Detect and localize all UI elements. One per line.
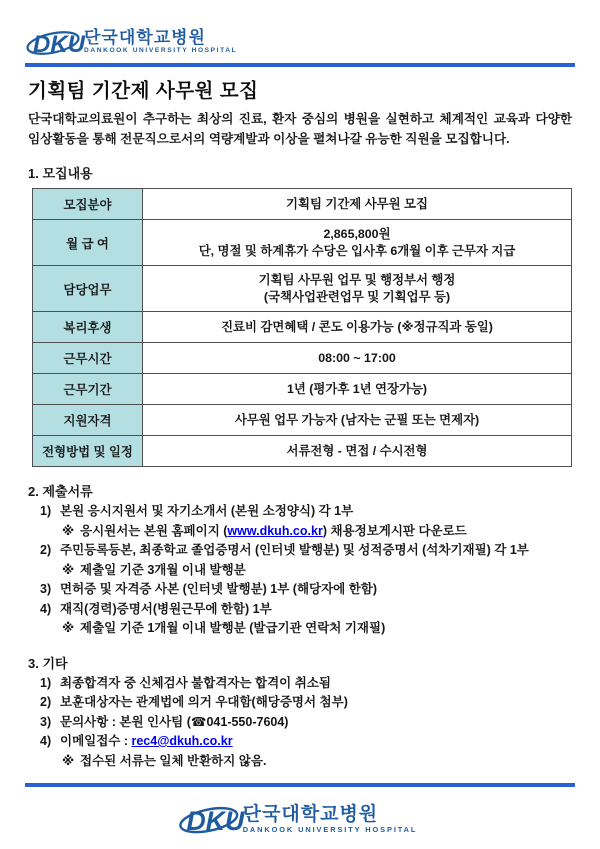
list-item-note (62, 561, 572, 581)
hospital-logo (30, 24, 575, 60)
row-value-line: 진료비 감면혜택 / 콘도 이용가능 (※정규직과 동일) (221, 319, 493, 334)
item-text: 문의사항 : 본원 인사팀 (☎041-550-7604) (60, 714, 289, 729)
item-text: 접수된 서류는 일체 반환하지 않음. (80, 753, 267, 768)
row-value-line: 2,865,800원 (323, 227, 391, 241)
row-value-line: 08:00 ~ 17:00 (318, 350, 396, 365)
table-row (33, 343, 572, 374)
dku-logo-abbr: DKU (186, 806, 245, 837)
table-row (33, 405, 572, 436)
list-item (40, 713, 572, 733)
list-item (40, 732, 572, 752)
row-label: 복리후생 (33, 312, 143, 343)
list-item-note (62, 522, 572, 542)
section-heading-recruit: 1. 모집내용 (28, 166, 93, 181)
item-number: 1) (40, 504, 52, 518)
list-item (40, 693, 572, 713)
list-item (40, 580, 572, 600)
footer-hospital-logo (0, 799, 600, 839)
note-marker: ※ (62, 523, 75, 538)
note-marker: ※ (62, 621, 75, 635)
list-item-note (62, 752, 572, 772)
item-text: 면허증 및 자격증 사본 (인터넷 발행분) 1부 (해당자에 한함) (60, 582, 378, 596)
header-rule (25, 63, 575, 67)
row-label: 담당업무 (33, 266, 143, 312)
note-marker: ※ (62, 562, 75, 577)
table-row (33, 266, 572, 312)
row-value-line: 기획팀 사무원 업무 및 행정부서 행정 (258, 273, 456, 287)
section-heading-documents: 2. 제출서류 (28, 484, 93, 499)
row-label: 근무시간 (33, 343, 143, 374)
item-number: 4) (40, 601, 52, 616)
page-title: 기획팀 기간제 사무원 모집 (28, 80, 259, 102)
item-text: 주민등록등본, 최종학교 졸업증명서 (인터넷 발행분) 및 성적증명서 (석차기재필) 각 1부 (60, 543, 529, 557)
row-label: 근무기간 (33, 374, 143, 405)
row-label: 월 급 여 (33, 220, 143, 266)
item-text (60, 732, 233, 752)
item-text: 제출일 기준 1개월 이내 발행분 (발급기관 연락처 기재필) (80, 621, 386, 635)
recruit-table (32, 188, 572, 467)
table-row (33, 220, 572, 266)
email-label: 이메일접수 : (60, 734, 132, 748)
item-text: 최종합격자 중 신체검사 불합격자는 합격이 취소됨 (60, 675, 331, 690)
note-marker: ※ (62, 753, 75, 768)
note-text-post: ) 채용정보게시판 다운로드 (322, 523, 467, 538)
row-label: 전형방법 및 일정 (33, 436, 143, 467)
intro-paragraph: 단국대학교의료원이 추구하는 최상의 진료, 환자 중심의 병원을 실현하고 체계적인 교육과 다양한 임상활동을 통해 전문직으로서의 역량계발과 이상을 펼쳐나갈 유능한 직원을 모집합니다. (28, 112, 572, 146)
row-value-line: 단, 명절 및 하계휴가 수당은 입사후 6개월 이후 근무자 지급 (198, 243, 516, 258)
item-number: 4) (40, 734, 52, 748)
list-item (40, 674, 572, 694)
row-value-line: 기획팀 기간제 사무원 모집 (286, 196, 428, 211)
note-text-pre: 응시원서는 본원 홈페이지 ( (80, 523, 228, 538)
dku-logo-icon (183, 799, 245, 839)
list-item-note (62, 619, 572, 639)
footer (0, 783, 600, 839)
hospital-name-en: DANKOOK UNIVERSITY HOSPITAL (242, 824, 418, 834)
table-row (33, 312, 572, 343)
etc-list (28, 674, 572, 772)
item-number: 1) (40, 675, 52, 690)
row-value-line: 서류전형 - 면접 / 수시전형 (286, 443, 428, 458)
hospital-name-en: DANKOOK UNIVERSITY HOSPITAL (84, 47, 238, 55)
table-row (33, 374, 572, 405)
item-text: 제출일 기준 3개월 이내 발행분 (80, 562, 246, 577)
row-value-line: 1년 (평가후 1년 연장가능) (286, 381, 428, 396)
row-value-line: (국책사업관련업무 및 기획업무 등) (263, 289, 451, 304)
item-number: 3) (40, 714, 52, 729)
logo-text (84, 29, 237, 55)
hospital-name-ko: 단국대학교병원 (84, 28, 206, 48)
list-item (40, 541, 572, 561)
header (0, 0, 600, 60)
documents-list (28, 502, 572, 639)
email-link[interactable]: rec4@dkuh.co.kr (131, 734, 233, 748)
item-number: 2) (40, 695, 52, 709)
item-number: 3) (40, 582, 52, 596)
item-text: 본원 응시지원서 및 자기소개서 (본원 소정양식) 각 1부 (60, 504, 354, 518)
section-heading-etc: 3. 기타 (28, 655, 68, 671)
table-row (33, 436, 572, 467)
item-text: 보훈대상자는 관계법에 의거 우대함(해당증명서 첨부) (60, 695, 348, 709)
row-value-line: 사무원 업무 가능자 (남자는 군필 또는 면제자) (234, 412, 480, 427)
homepage-link[interactable]: www.dkuh.co.kr (227, 523, 323, 538)
list-item (40, 600, 572, 620)
list-item (40, 502, 572, 522)
table-row (33, 189, 572, 220)
logo-text (243, 805, 418, 833)
dku-logo-abbr: DKU (33, 31, 85, 58)
row-label: 모집분야 (33, 189, 143, 220)
item-number: 2) (40, 543, 52, 557)
dku-logo-icon (30, 24, 85, 60)
row-label: 지원자격 (33, 405, 143, 436)
item-text: 재직(경력)증명서(병원근무에 한함) 1부 (60, 601, 272, 616)
footer-rule (25, 783, 575, 787)
hospital-name-ko: 단국대학교병원 (242, 803, 379, 825)
item-text (80, 522, 467, 542)
